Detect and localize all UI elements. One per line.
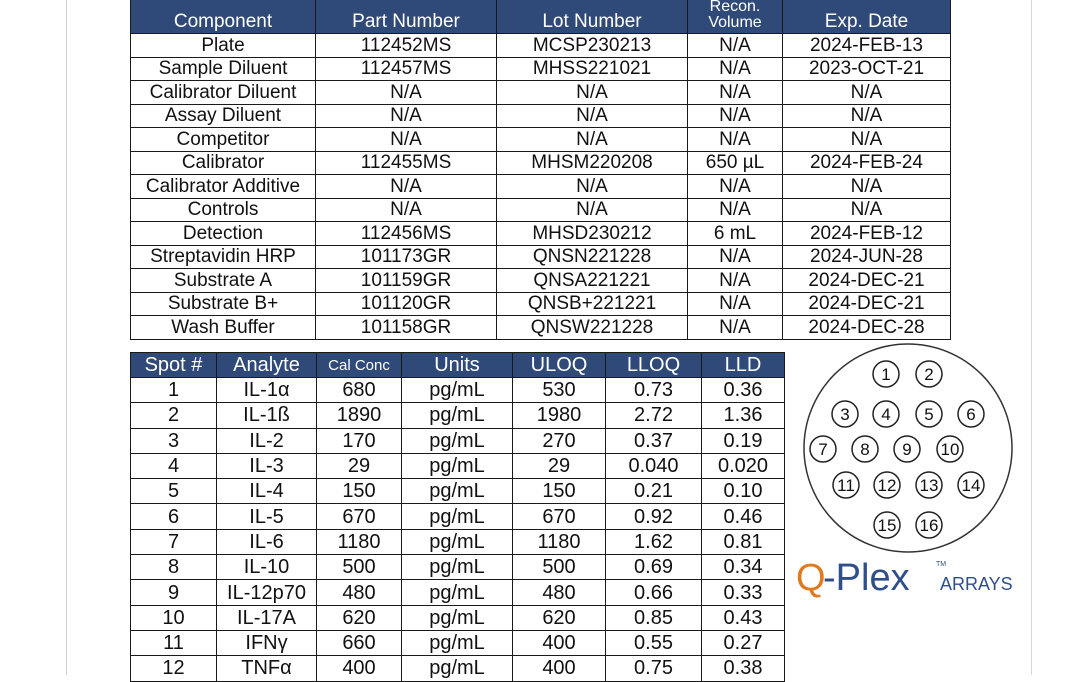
component-row	[131, 175, 951, 199]
component-row	[131, 128, 951, 152]
analyte-cell: IL-12p70	[217, 580, 317, 605]
lot-number-cell: N/A	[497, 104, 688, 128]
component-row	[131, 316, 951, 340]
analyte-cell: IL-5	[217, 504, 317, 529]
lld-cell: 0.36	[702, 378, 785, 403]
lot-number-cell: QNSN221228	[497, 245, 688, 269]
volume-cell: N/A	[688, 245, 783, 269]
spot-label: 9	[902, 440, 912, 459]
lld-cell: 0.10	[702, 479, 785, 504]
spot-number-cell: 3	[131, 428, 217, 453]
spot-row	[131, 605, 785, 630]
part-number-cell: 112455MS	[316, 151, 497, 175]
spot-number-cell: 12	[131, 656, 217, 681]
lld-cell: 0.19	[702, 428, 785, 453]
lot-number-cell: MHSM220208	[497, 151, 688, 175]
spot-number-cell: 10	[131, 605, 217, 630]
header-lot-number: Lot Number	[497, 0, 688, 34]
uloq-cell: 670	[513, 504, 606, 529]
component-row	[131, 81, 951, 105]
uloq-cell: 270	[513, 428, 606, 453]
volume-cell: N/A	[688, 128, 783, 152]
lld-cell: 0.34	[702, 555, 785, 580]
exp-date-cell: 2024-JUN-28	[783, 245, 951, 269]
header-component: Component	[131, 0, 316, 34]
page-edge-left	[66, 0, 67, 675]
lld-cell: 0.81	[702, 529, 785, 554]
spot-label: 7	[818, 440, 828, 459]
part-number-cell: 112452MS	[316, 34, 497, 58]
component-row	[131, 34, 951, 58]
spot-row	[131, 504, 785, 529]
exp-date-cell: N/A	[783, 128, 951, 152]
spot-row	[131, 453, 785, 478]
exp-date-cell: N/A	[783, 175, 951, 199]
lot-number-cell: QNSA221221	[497, 269, 688, 293]
part-number-cell: N/A	[316, 81, 497, 105]
spot-row	[131, 630, 785, 655]
components-table	[130, 0, 951, 340]
lot-number-cell: N/A	[497, 128, 688, 152]
component-name-cell: Calibrator Additive	[131, 175, 316, 199]
lot-number-cell: MHSD230212	[497, 222, 688, 246]
spot-label: 4	[881, 405, 891, 424]
components-header-row	[131, 0, 951, 34]
exp-date-cell: N/A	[783, 198, 951, 222]
header-units: Units	[402, 353, 513, 378]
part-number-cell: N/A	[316, 128, 497, 152]
spot-row	[131, 378, 785, 403]
lot-number-cell: N/A	[497, 175, 688, 199]
units-cell: pg/mL	[402, 580, 513, 605]
cal-conc-cell: 480	[317, 580, 402, 605]
spot-label: 1	[881, 365, 891, 384]
component-row	[131, 222, 951, 246]
lloq-cell: 0.37	[606, 428, 702, 453]
logo-q: Q	[796, 557, 826, 599]
uloq-cell: 400	[513, 630, 606, 655]
analyte-cell: IFNγ	[217, 630, 317, 655]
spot-label: 5	[924, 405, 934, 424]
part-number-cell: N/A	[316, 104, 497, 128]
component-name-cell: Calibrator	[131, 151, 316, 175]
spot-label: 11	[837, 476, 855, 495]
uloq-cell: 480	[513, 580, 606, 605]
part-number-cell: 101120GR	[316, 292, 497, 316]
spots-table	[130, 352, 785, 682]
spot-number-cell: 5	[131, 479, 217, 504]
cal-conc-cell: 29	[317, 453, 402, 478]
component-name-cell: Substrate B+	[131, 292, 316, 316]
spot-label: 6	[966, 405, 976, 424]
volume-cell: N/A	[688, 292, 783, 316]
analyte-cell: IL-4	[217, 479, 317, 504]
cal-conc-cell: 150	[317, 479, 402, 504]
component-row	[131, 57, 951, 81]
component-name-cell: Wash Buffer	[131, 316, 316, 340]
spot-label: 8	[860, 440, 870, 459]
spot-number-cell: 11	[131, 630, 217, 655]
part-number-cell: 112457MS	[316, 57, 497, 81]
header-lld: LLD	[702, 353, 785, 378]
units-cell: pg/mL	[402, 605, 513, 630]
lot-number-cell: N/A	[497, 81, 688, 105]
cal-conc-cell: 660	[317, 630, 402, 655]
volume-cell: N/A	[688, 198, 783, 222]
lot-number-cell: MHSS221021	[497, 57, 688, 81]
volume-cell: N/A	[688, 81, 783, 105]
volume-cell: N/A	[688, 57, 783, 81]
uloq-cell: 29	[513, 453, 606, 478]
analyte-cell: TNFα	[217, 656, 317, 681]
spot-number-cell: 9	[131, 580, 217, 605]
component-name-cell: Controls	[131, 198, 316, 222]
uloq-cell: 400	[513, 656, 606, 681]
spot-row	[131, 479, 785, 504]
spot-number-cell: 4	[131, 453, 217, 478]
cal-conc-cell: 1180	[317, 529, 402, 554]
component-name-cell: Plate	[131, 34, 316, 58]
exp-date-cell: 2024-DEC-28	[783, 316, 951, 340]
lot-number-cell: QNSB+221221	[497, 292, 688, 316]
spot-label: 12	[877, 476, 897, 495]
uloq-cell: 530	[513, 378, 606, 403]
lloq-cell: 0.69	[606, 555, 702, 580]
cal-conc-cell: 170	[317, 428, 402, 453]
spot-label: 10	[940, 440, 960, 459]
header-uloq: ULOQ	[513, 353, 606, 378]
exp-date-cell: 2024-FEB-13	[783, 34, 951, 58]
analyte-cell: IL-3	[217, 453, 317, 478]
spot-row	[131, 529, 785, 554]
units-cell: pg/mL	[402, 453, 513, 478]
lot-number-cell: QNSW221228	[497, 316, 688, 340]
lld-cell: 0.46	[702, 504, 785, 529]
units-cell: pg/mL	[402, 504, 513, 529]
cal-conc-cell: 670	[317, 504, 402, 529]
units-cell: pg/mL	[402, 378, 513, 403]
lloq-cell: 0.55	[606, 630, 702, 655]
exp-date-cell: 2024-FEB-12	[783, 222, 951, 246]
cal-conc-cell: 680	[317, 378, 402, 403]
units-cell: pg/mL	[402, 630, 513, 655]
volume-cell: 6 mL	[688, 222, 783, 246]
lloq-cell: 0.75	[606, 656, 702, 681]
cal-conc-cell: 620	[317, 605, 402, 630]
analyte-cell: IL-2	[217, 428, 317, 453]
spot-map-diagram	[801, 347, 1015, 552]
spot-label: 15	[877, 516, 897, 535]
units-cell: pg/mL	[402, 428, 513, 453]
volume-cell: N/A	[688, 175, 783, 199]
units-cell: pg/mL	[402, 403, 513, 428]
lloq-cell: 0.21	[606, 479, 702, 504]
part-number-cell: 101173GR	[316, 245, 497, 269]
analyte-cell: IL-1ß	[217, 403, 317, 428]
header-exp-date: Exp. Date	[783, 0, 951, 34]
header-lloq: LLOQ	[606, 353, 702, 378]
component-name-cell: Competitor	[131, 128, 316, 152]
header-analyte: Analyte	[217, 353, 317, 378]
volume-cell: N/A	[688, 34, 783, 58]
component-name-cell: Detection	[131, 222, 316, 246]
volume-cell: N/A	[688, 316, 783, 340]
lloq-cell: 0.85	[606, 605, 702, 630]
analyte-cell: IL-17A	[217, 605, 317, 630]
spot-label: 14	[961, 476, 981, 495]
component-name-cell: Sample Diluent	[131, 57, 316, 81]
cal-conc-cell: 1890	[317, 403, 402, 428]
uloq-cell: 620	[513, 605, 606, 630]
exp-date-cell: 2023-OCT-21	[783, 57, 951, 81]
spot-number-cell: 7	[131, 529, 217, 554]
component-row	[131, 198, 951, 222]
exp-date-cell: N/A	[783, 104, 951, 128]
spot-number-cell: 6	[131, 504, 217, 529]
units-cell: pg/mL	[402, 656, 513, 681]
cal-conc-cell: 400	[317, 656, 402, 681]
spot-row	[131, 428, 785, 453]
lld-cell: 0.43	[702, 605, 785, 630]
spot-number-cell: 2	[131, 403, 217, 428]
uloq-cell: 150	[513, 479, 606, 504]
analyte-cell: IL-10	[217, 555, 317, 580]
component-name-cell: Substrate A	[131, 269, 316, 293]
lld-cell: 0.27	[702, 630, 785, 655]
component-name-cell: Assay Diluent	[131, 104, 316, 128]
spot-label: 3	[840, 405, 850, 424]
analyte-cell: IL-6	[217, 529, 317, 554]
lld-cell: 0.020	[702, 453, 785, 478]
logo-plex: -Plex	[823, 557, 910, 599]
exp-date-cell: N/A	[783, 81, 951, 105]
component-row	[131, 151, 951, 175]
spot-label: 13	[919, 476, 939, 495]
part-number-cell: N/A	[316, 198, 497, 222]
component-row	[131, 104, 951, 128]
exp-date-cell: 2024-FEB-24	[783, 151, 951, 175]
page-edge-right	[1031, 0, 1032, 675]
header-volume	[688, 0, 783, 34]
exp-date-cell: 2024-DEC-21	[783, 292, 951, 316]
header-spot: Spot #	[131, 353, 217, 378]
lot-number-cell: MCSP230213	[497, 34, 688, 58]
units-cell: pg/mL	[402, 555, 513, 580]
lloq-cell: 0.66	[606, 580, 702, 605]
component-row	[131, 292, 951, 316]
lot-number-cell: N/A	[497, 198, 688, 222]
lloq-cell: 2.72	[606, 403, 702, 428]
spot-number-cell: 1	[131, 378, 217, 403]
logo-tm: TM	[936, 561, 947, 568]
spot-row	[131, 656, 785, 681]
uloq-cell: 1180	[513, 529, 606, 554]
volume-cell: 650 µL	[688, 151, 783, 175]
header-part-number: Part Number	[316, 0, 497, 34]
lloq-cell: 1.62	[606, 529, 702, 554]
spot-label: 2	[924, 365, 934, 384]
lld-cell: 0.33	[702, 580, 785, 605]
volume-cell: N/A	[688, 269, 783, 293]
part-number-cell: N/A	[316, 175, 497, 199]
uloq-cell: 500	[513, 555, 606, 580]
lld-cell: 0.38	[702, 656, 785, 681]
spot-row	[131, 403, 785, 428]
analyte-cell: IL-1α	[217, 378, 317, 403]
component-row	[131, 269, 951, 293]
spots-header-row	[131, 353, 785, 378]
cal-conc-cell: 500	[317, 555, 402, 580]
header-volume-label: Volume	[708, 14, 762, 31]
volume-cell: N/A	[688, 104, 783, 128]
uloq-cell: 1980	[513, 403, 606, 428]
lld-cell: 1.36	[702, 403, 785, 428]
units-cell: pg/mL	[402, 529, 513, 554]
spot-row	[131, 580, 785, 605]
spot-row	[131, 555, 785, 580]
part-number-cell: 101159GR	[316, 269, 497, 293]
lloq-cell: 0.73	[606, 378, 702, 403]
component-name-cell: Calibrator Diluent	[131, 81, 316, 105]
part-number-cell: 101158GR	[316, 316, 497, 340]
component-name-cell: Streptavidin HRP	[131, 245, 316, 269]
spot-label: 16	[919, 516, 939, 535]
header-volume-partial: Recon.	[709, 0, 761, 15]
exp-date-cell: 2024-DEC-21	[783, 269, 951, 293]
spot-number-cell: 8	[131, 555, 217, 580]
units-cell: pg/mL	[402, 479, 513, 504]
header-cal-conc: Cal Conc	[317, 353, 402, 378]
q-plex-arrays-logo	[796, 554, 1026, 600]
lloq-cell: 0.92	[606, 504, 702, 529]
part-number-cell: 112456MS	[316, 222, 497, 246]
component-row	[131, 245, 951, 269]
logo-arrays: ARRAYS	[940, 574, 1013, 594]
lloq-cell: 0.040	[606, 453, 702, 478]
